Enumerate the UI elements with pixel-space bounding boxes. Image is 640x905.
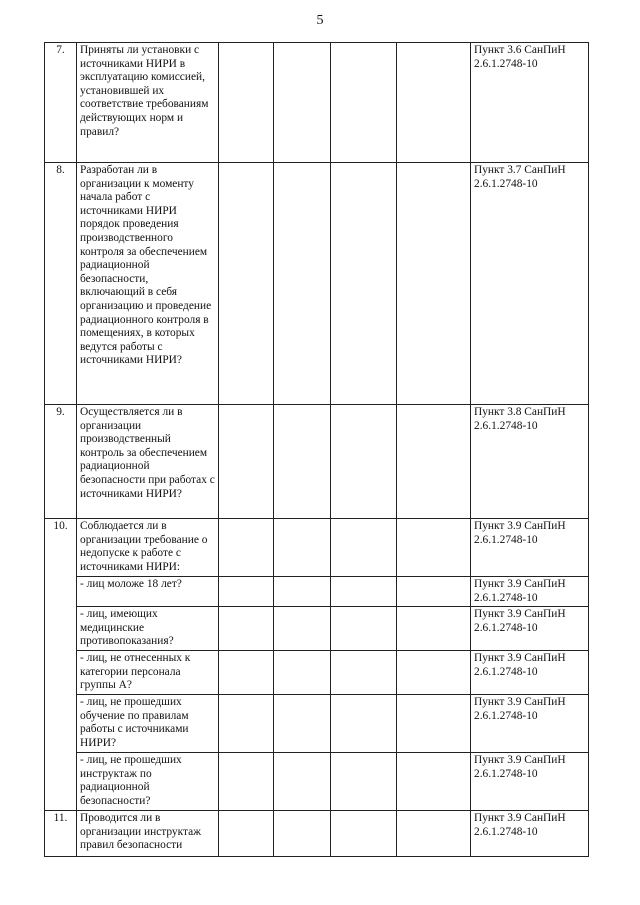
answer-cell[interactable] — [331, 519, 397, 577]
answer-cell[interactable] — [397, 519, 471, 577]
reference-line: 2.6.1.2748-10 — [474, 665, 538, 678]
legal-reference — [471, 577, 589, 607]
answer-cell[interactable] — [219, 577, 274, 607]
subitem-text: - лиц, не прошедших обучение по правилам работы с источниками НИРИ? — [77, 695, 219, 753]
answer-cell[interactable] — [274, 753, 331, 811]
legal-reference — [471, 651, 589, 695]
answer-cell[interactable] — [274, 519, 331, 577]
row-number: 9. — [45, 405, 77, 519]
reference-line: Пункт 3.9 СанПиН — [474, 812, 566, 825]
answer-cell[interactable] — [219, 405, 274, 519]
legal-reference — [471, 43, 589, 163]
answer-cell[interactable] — [331, 811, 397, 857]
answer-cell[interactable] — [274, 43, 331, 163]
row-number: 7. — [45, 43, 77, 163]
answer-cell[interactable] — [219, 811, 274, 857]
table-subrow — [45, 753, 589, 811]
answer-cell[interactable] — [219, 519, 274, 577]
answer-cell[interactable] — [331, 163, 397, 405]
legal-reference — [471, 695, 589, 753]
answer-cell[interactable] — [397, 43, 471, 163]
answer-cell[interactable] — [331, 695, 397, 753]
answer-cell[interactable] — [397, 651, 471, 695]
reference-line: 2.6.1.2748-10 — [474, 709, 538, 722]
answer-cell[interactable] — [331, 651, 397, 695]
subitem-text: - лиц моложе 18 лет? — [77, 577, 219, 607]
reference-line: 2.6.1.2748-10 — [474, 533, 538, 546]
answer-cell[interactable] — [274, 405, 331, 519]
reference-line: 2.6.1.2748-10 — [474, 825, 538, 838]
question-text: Приняты ли установки с источниками НИРИ в эксплуатацию комиссией, установившей их соответствие требованиям действующих норм и правил? — [77, 43, 219, 163]
table-row — [45, 519, 589, 577]
answer-cell[interactable] — [219, 753, 274, 811]
reference-line: Пункт 3.9 СанПиН — [474, 696, 566, 709]
answer-cell[interactable] — [331, 607, 397, 651]
answer-cell[interactable] — [274, 651, 331, 695]
question-text: Разработан ли в организации к моменту начала работ с источниками НИРИ порядок проведения производственного контроля за обеспечением радиационной безопасности, включающий в себя организацию и проведение радиационного контроля в помещениях, в которых ведутся работы с источниками НИРИ? — [77, 163, 219, 405]
legal-reference — [471, 405, 589, 519]
page-number: 5 — [316, 13, 324, 28]
legal-reference — [471, 753, 589, 811]
answer-cell[interactable] — [397, 695, 471, 753]
answer-cell[interactable] — [397, 577, 471, 607]
row-number: 8. — [45, 163, 77, 405]
reference-line: Пункт 3.7 СанПиН — [474, 164, 566, 176]
table-row — [45, 163, 589, 405]
legal-reference — [471, 519, 589, 577]
subitem-text: - лиц, не отнесенных к категории персонала группы А? — [77, 651, 219, 695]
answer-cell[interactable] — [274, 695, 331, 753]
answer-cell[interactable] — [331, 753, 397, 811]
answer-cell[interactable] — [397, 607, 471, 651]
question-text: Соблюдается ли в организации требование о недопуске к работе с источниками НИРИ: — [77, 519, 219, 577]
answer-cell[interactable] — [219, 607, 274, 651]
subitem-text: - лиц, не прошедших инструктаж по радиационной безопасности? — [77, 753, 219, 811]
question-text: Осуществляется ли в организации производственный контроль за обеспечением радиационной безопасности при работах с источниками НИРИ? — [77, 405, 219, 519]
table-row — [45, 811, 589, 857]
reference-line: Пункт 3.8 СанПиН — [474, 406, 566, 418]
answer-cell[interactable] — [397, 811, 471, 857]
answer-cell[interactable] — [331, 43, 397, 163]
reference-line: 2.6.1.2748-10 — [474, 591, 538, 604]
reference-line: 2.6.1.2748-10 — [474, 57, 538, 70]
legal-reference — [471, 607, 589, 651]
row-number: 10. — [45, 519, 77, 811]
answer-cell[interactable] — [274, 811, 331, 857]
question-text: Проводится ли в организации инструктаж правил безопасности — [77, 811, 219, 857]
answer-cell[interactable] — [397, 163, 471, 405]
table-subrow — [45, 577, 589, 607]
reference-line: Пункт 3.9 СанПиН — [474, 754, 566, 767]
table-row — [45, 405, 589, 519]
answer-cell[interactable] — [274, 577, 331, 607]
legal-reference — [471, 163, 589, 405]
answer-cell[interactable] — [219, 43, 274, 163]
answer-cell[interactable] — [331, 577, 397, 607]
reference-line: 2.6.1.2748-10 — [474, 177, 538, 190]
reference-line: Пункт 3.6 СанПиН — [474, 44, 566, 56]
answer-cell[interactable] — [274, 163, 331, 405]
answer-cell[interactable] — [331, 405, 397, 519]
table-row — [45, 43, 589, 163]
reference-line: 2.6.1.2748-10 — [474, 767, 538, 780]
row-number: 11. — [45, 811, 77, 857]
answer-cell[interactable] — [397, 753, 471, 811]
table-subrow — [45, 607, 589, 651]
subitem-text: - лиц, имеющих медицинские противопоказания? — [77, 607, 219, 651]
table-subrow — [45, 695, 589, 753]
reference-line: Пункт 3.9 СанПиН — [474, 520, 566, 532]
checklist-table — [44, 42, 589, 857]
reference-line: 2.6.1.2748-10 — [474, 621, 538, 634]
reference-line: Пункт 3.9 СанПиН — [474, 578, 566, 590]
answer-cell[interactable] — [397, 405, 471, 519]
answer-cell[interactable] — [219, 651, 274, 695]
reference-line: Пункт 3.9 СанПиН — [474, 652, 566, 665]
answer-cell[interactable] — [219, 163, 274, 405]
reference-line: 2.6.1.2748-10 — [474, 419, 538, 432]
table-subrow — [45, 651, 589, 695]
answer-cell[interactable] — [219, 695, 274, 753]
legal-reference — [471, 811, 589, 857]
answer-cell[interactable] — [274, 607, 331, 651]
reference-line: Пункт 3.9 СанПиН — [474, 608, 566, 621]
